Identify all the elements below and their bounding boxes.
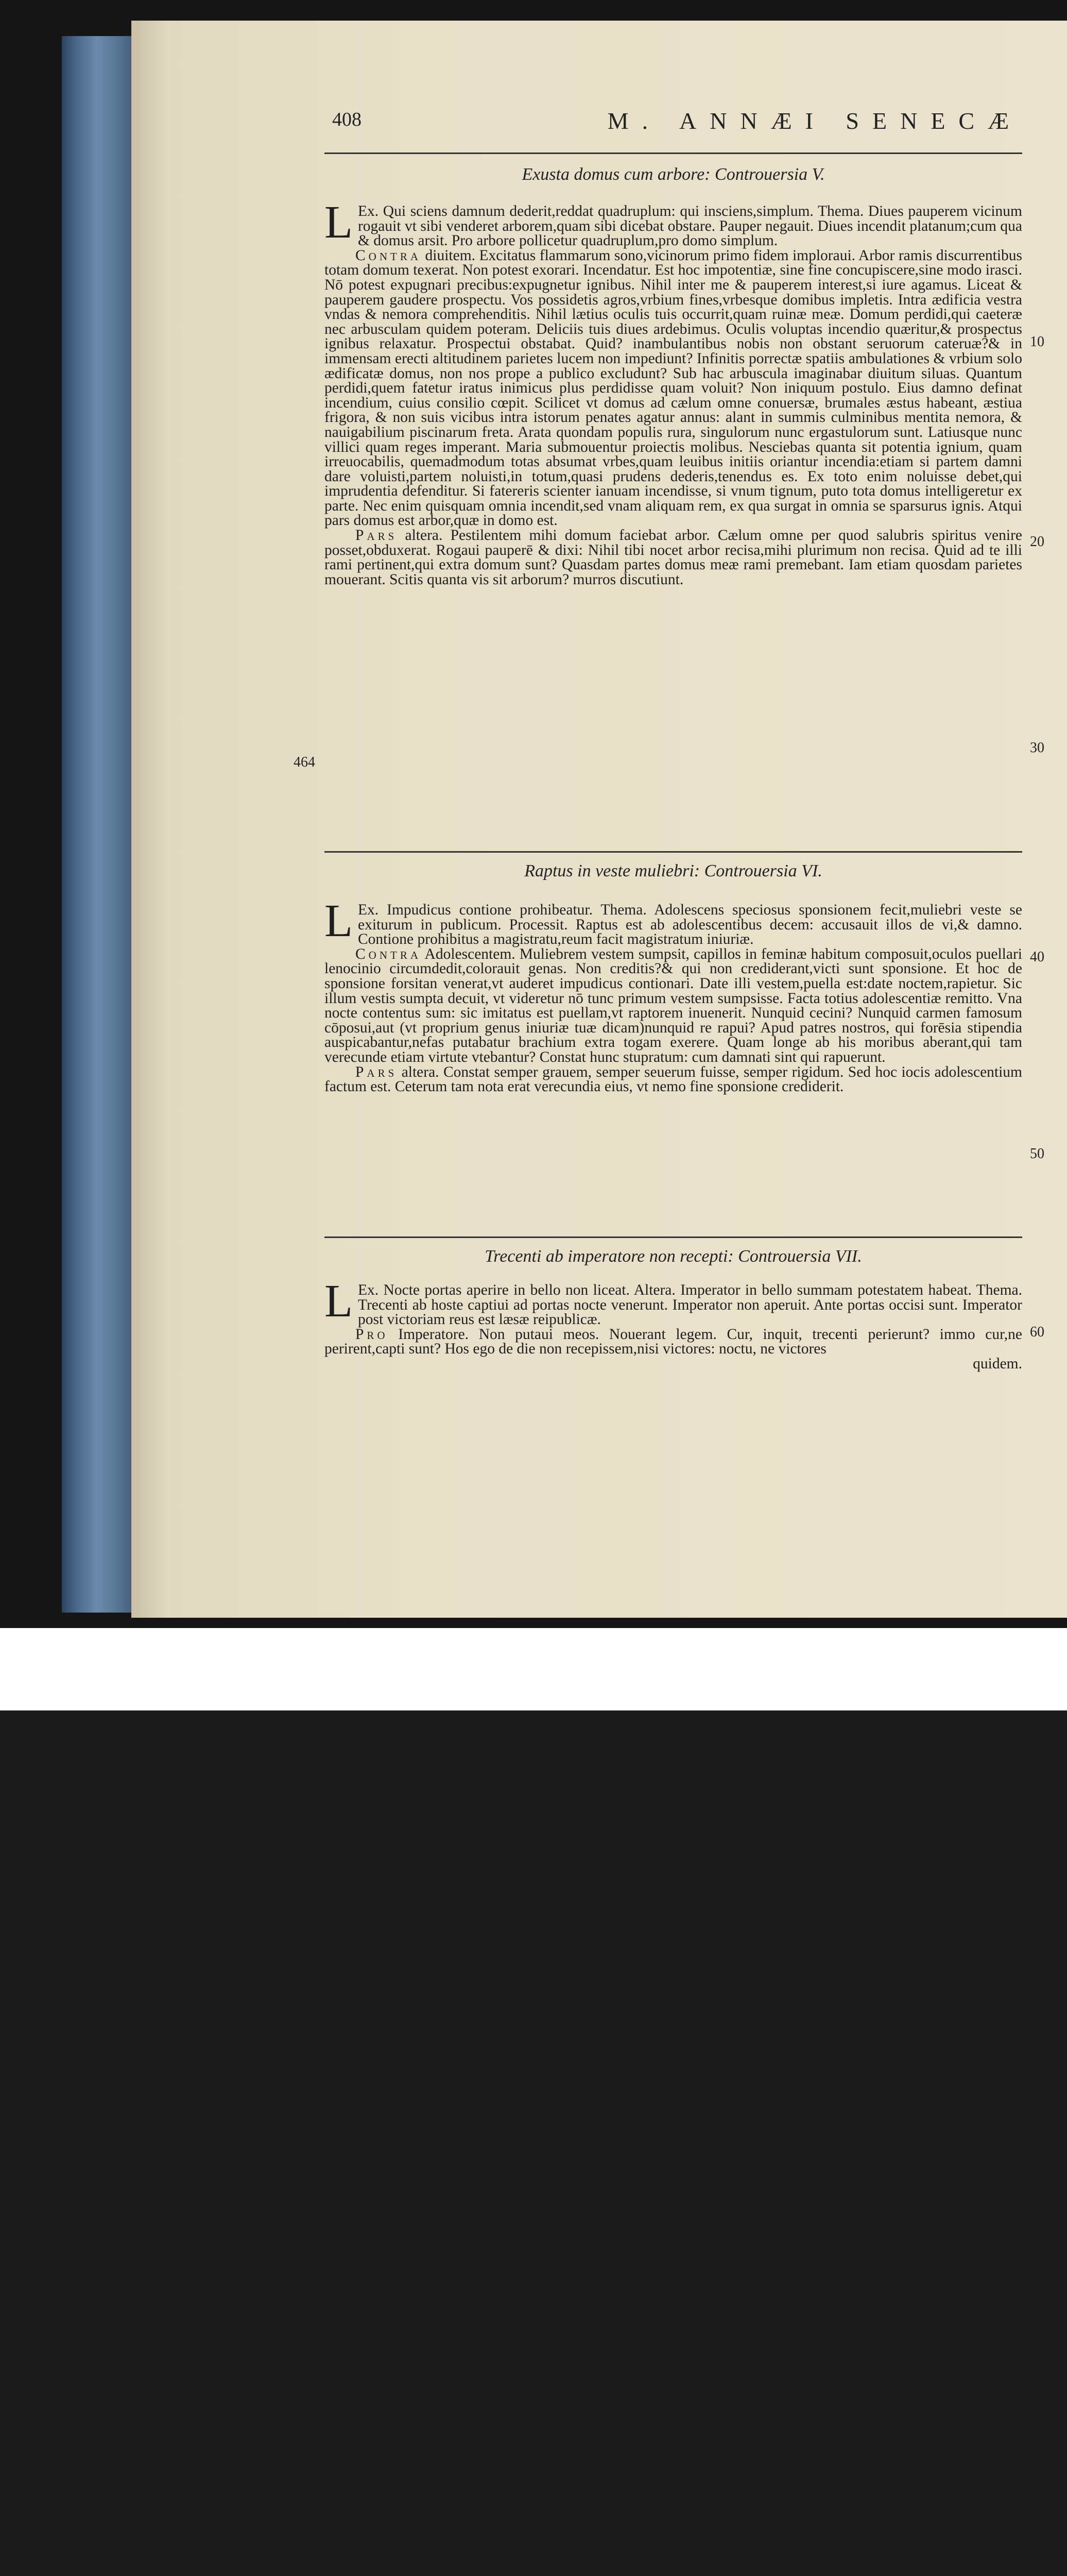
section-5-body xyxy=(324,197,1023,828)
section-5-title: Exusta domus cum arbore: Controuersia V. xyxy=(522,165,825,184)
catchword: quidem. xyxy=(973,1355,1022,1372)
section-6-title: Raptus in veste muliebri: Controuersia VI. xyxy=(524,861,822,880)
margin-number: 20 xyxy=(1030,534,1044,550)
section-7-pro: Pro Imperatore. Non putaui meos. Nouerant legem. Cur, inquit, trecenti perierunt? immo cur,ne perirent,capti sunt? Hos ego de die non recepissem,nisi victores: noctu, ne victores xyxy=(324,1326,1022,1358)
margin-number: 464 xyxy=(294,754,315,770)
page-edges xyxy=(62,36,139,1613)
section-6-body xyxy=(324,895,1022,1222)
page-number: 408 xyxy=(332,109,362,130)
margin-number: 60 xyxy=(1030,1324,1044,1340)
section-rule xyxy=(324,851,1022,853)
section-6-contra: Contra Adolescentem. Muliebrem vestem sumpsit, capillos in feminæ habitum composuit,oculos puellari lenocinio circumdedit,colorauit genas. Non creditis?& qui non crediderant,victi sunt sponsione. Et hoc de sponsione forsitan venerat,vt auderet impudicus contionari. Date illi vestem,puella est:date noctem,rapietur. Sic illum vestis sumpta decuit, vt videretur nō tunc primum vestem sumpsisse. Facta totius adolescentiæ remitto. Vna nocte contentus sum: sic imitatus est puellam,vt raptorem inuenerit. Nunquid cecini? Nunquid carmen famosum cōposui,aut (vt proprium genus iniuriæ tuæ dicam)nunquid re rapui? Apud patres nostros, qui forēsia stipendia auspicabantur,nefas putabatur brachium extra togam exerere. Quam longe ab his moribus aberant,qui tam verecunde etiam virtute vtebantur? Constat hunc stupratum: cum damnati sint qui rapuerunt. xyxy=(324,945,1022,1065)
section-6-lex: L Ex. Impudicus contione prohibeatur. Thema. Adolescens speciosus sponsionem fecit,muliebri veste se exiturum in publicum. Processit. Raptus est ab adolescentibus decem: accusauit illos de vi,& damno. Contione prohibitus a magistratu,reum facit magistratum iniuriæ. xyxy=(324,895,1022,948)
section-7-body xyxy=(324,1276,1022,1401)
section-7-title: Trecenti ab imperatore non recepti: Controuersia VII. xyxy=(485,1247,862,1266)
margin-number: 10 xyxy=(1030,334,1044,350)
section-5-contra: Contra diuitem. Excitatus flammarum sono,vicinorum primo fidem imploraui. Arbor ramis discurrentibus totam domum texerat. Non potest exorari. Incendatur. Est hoc impotentiæ, sine fine concupiscere,sine modo irasci. Nō potest expugnari precibus:expugnetur ignibus. Nihil inter me & pauperem interest,si iure agamus. Liceat & pauperem gaudere prospectu. Vos possidetis agros,vrbium fines,vrbesque domibus impletis. Intra ædificia vestra vndas & nemora comprehenditis. Nihil lætius oculis tuis occurrit,quam ruinæ meæ. Domum perdidi,qui caeteræ nec arbusculam quidem poteram. Deliciis tuis diues ardebimus. Oculis voluptas incendio quæritur,& prospectus ignibus relaxatur. Prospectui obstabat. Quid? inambulantibus nobis non obstant seruorum cateruæ?& in immensam erecti altitudinem parietes lucem non impediunt? Infinitis porrectæ spatiis ambulationes & vrbium solo ædificatæ domus, non nos prope a publico excludunt? Sub hac arbuscula imaginabar diuitum siluas. Quantum perdidi,quem fatetur iratus inimicus plus perdidisse quam voluit? Non iniquum postulo. Eius damno definat incendium, cuius consilio cœpit. Scilicet vt domus ad cælum omne conuersæ, brumales æstus habeant, æstiua frigora, & non suis vicibus intra istorum penates agatur annus: alant in summis culminibus mentita nemora, & nauigabilium piscinarum freta. Arata quondam populis rura, singulorum nunc ergastulorum sunt. Latiusque nunc villici quam reges imperant. Maria submouentur proiectis molibus. Nesciebas quanta sit potentia ignium, quam irreuocabilis, quemadmodum totas absumat vrbes,quam leuibus initiis oriantur incendia:etiam si partem damni dare voluisti,partem noluisti,in totum,quasi prudens dederis,tenendus es. Ex toto enim noluisse debet,qui imprudentia defenditur. Si fatereris scienter ianuam incendisse, si vnum tignum, puto tota domus intelligeretur ex parte. Nec enim quisquam omnia incendit,sed vnam aliquam rem, ex qua surgat in omnia se sparsurus ignis. Atqui pars domus est arbor,quæ in domo est. xyxy=(324,247,1023,529)
section-6-pars: Pars altera. Constat semper grauem, semper seuerum fuisse, semper rigidum. Sed hoc iocis adolescentium factum est. Ceterum tam nota erat verecundia eius, vt nemo fine sponsione crediderit. xyxy=(324,1063,1022,1095)
section-5-pars: Pars altera. Pestilentem mihi domum faciebat arbor. Cælum omne per quod salubris spiritus venire posset,obduxerat. Rogaui pauperē & dixi: Nihil tibi nocet arbor recisa,mihi plurimum non recisa. Quid ad te illi rami pertinent,qui extra domum sunt? Quasdam partes domus meæ rami premebant. Iam etiam quosdam parietes mouerant. Scitis quanta vis sit arborum? murros discutiunt. xyxy=(324,527,1022,588)
section-5-lex: L Ex. Qui sciens damnum dederit,reddat quadruplum: qui insciens,simplum. Thema. Diues pauperem vicinum rogauit vt sibi venderet arborem,quam sibi dicebat obstare. Pauper negauit. Diues incendit platanum;cum qua & domus arsit. Pro arbore pollicetur quadruplum,pro domo simplum. xyxy=(324,197,1022,249)
header-rule xyxy=(324,152,1022,154)
margin-number: 50 xyxy=(1030,1146,1044,1162)
section-rule xyxy=(324,1236,1022,1238)
viewer-footer xyxy=(0,1628,1067,1710)
running-head xyxy=(324,107,1022,138)
margin-number: 30 xyxy=(1030,740,1044,756)
section-7-lex: L Ex. Nocte portas aperire in bello non liceat. Altera. Imperator in bello summam potestatem habeat. Thema. Trecenti ab hoste captiui ad portas nocte venerunt. Imperator non aperuit. Ante portas occisi sunt. Imperator post victoriam reus est læsæ reipublicæ. xyxy=(324,1276,1022,1328)
margin-number: 40 xyxy=(1030,949,1044,965)
running-head-title: M. ANNÆI SENECÆ xyxy=(607,108,1022,134)
